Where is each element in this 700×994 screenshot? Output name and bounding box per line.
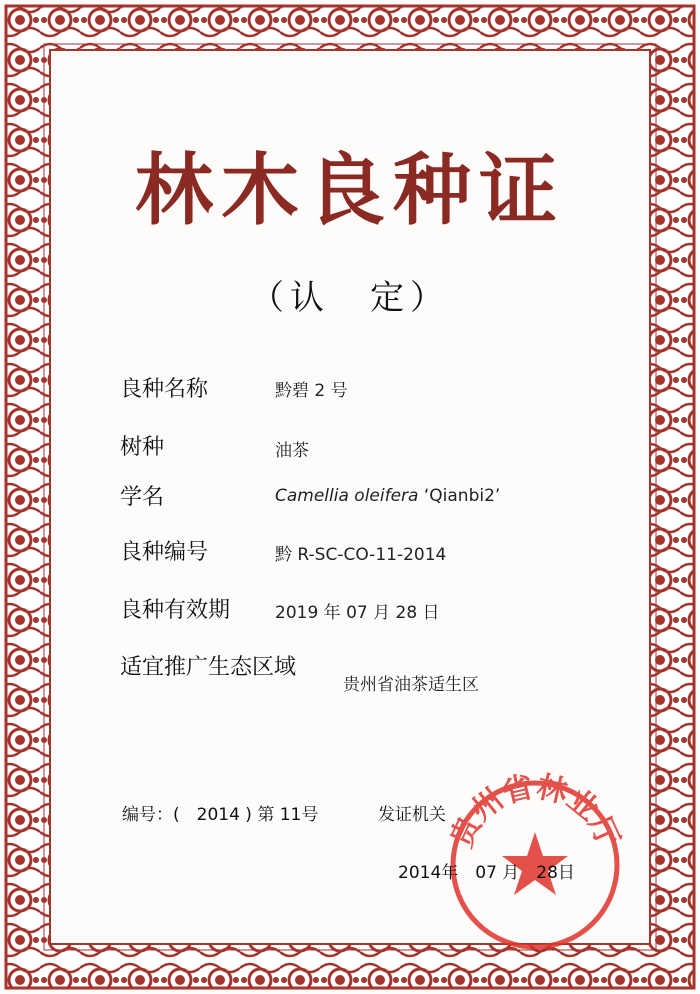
variety-name-value: 黔碧 2 号	[275, 381, 348, 401]
variety-code-value: 黔 R-SC-CO-11-2014	[275, 545, 447, 565]
issuer-label: 发证机关	[378, 805, 446, 825]
scientific-name-genus: Camellia oleifera	[275, 486, 419, 506]
certificate-number: 编号：( 2014 ) 第 11号	[122, 805, 319, 825]
species-label: 树种	[120, 435, 165, 460]
validity-label: 良种有效期	[120, 598, 231, 623]
certificate-title: 林木良种证	[134, 145, 565, 236]
region-value: 贵州省油茶适生区	[343, 675, 479, 695]
variety-name-label: 良种名称	[120, 377, 209, 402]
region-label: 适宜推广生态区域	[120, 655, 297, 680]
validity-value: 2019 年 07 月 28 日	[275, 603, 440, 623]
scientific-name-cultivar: ‘Qianbi2’	[418, 486, 501, 506]
issue-date: 2014年 07 月 28日	[398, 863, 575, 883]
seal-text: 贵州省林业厅	[444, 770, 626, 853]
species-value: 油茶	[275, 441, 309, 461]
scientific-name-label: 学名	[120, 485, 165, 510]
certificate-subtitle: （认 定）	[250, 278, 450, 318]
scientific-name-value	[275, 486, 500, 506]
variety-code-label: 良种编号	[120, 540, 209, 565]
